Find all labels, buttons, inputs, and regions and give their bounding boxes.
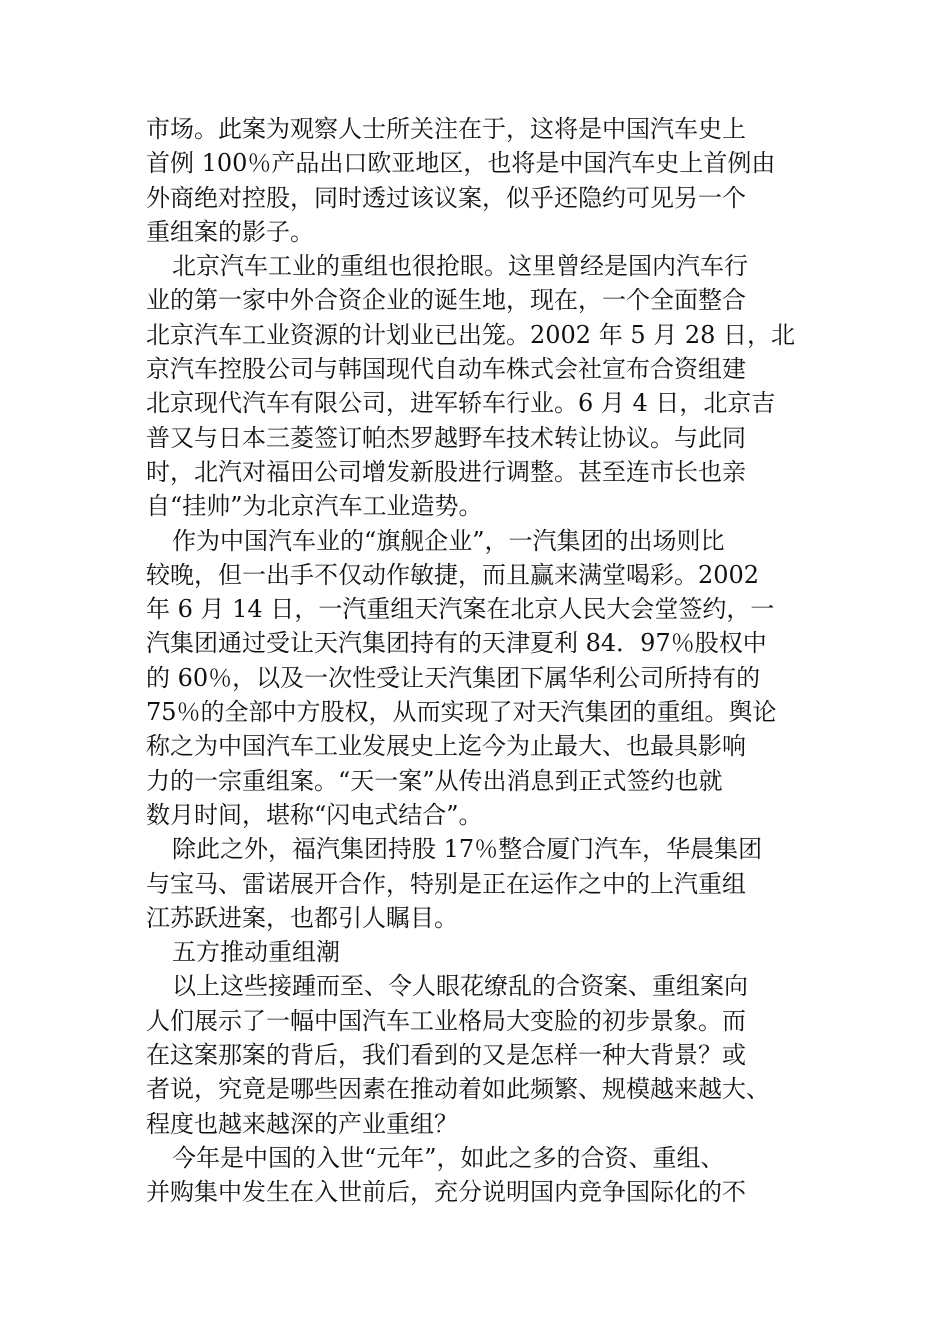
text-line: 自“挂帅”为北京汽车工业造势。 <box>146 492 483 521</box>
paragraph <box>146 112 808 249</box>
text-line: 普又与日本三菱签订帕杰罗越野车技术转让协议。与此同 <box>146 423 746 452</box>
text-line: 业的第一家中外合资企业的诞生地，现在，一个全面整合 <box>146 286 746 315</box>
text-line: 的 60％，以及一次性受让天汽集团下属华利公司所持有的 <box>146 663 761 692</box>
text-line: 除此之外，福汽集团持股 17％整合厦门汽车，华晨集团 <box>172 835 763 864</box>
text-line: 并购集中发生在入世前后，充分说明国内竞争国际化的不 <box>146 1178 746 1207</box>
text-line: 汽集团通过受让天汽集团持有的天津夏利 84．97％股权中 <box>146 629 767 658</box>
text-line: 今年是中国的入世“元年”，如此之多的合资、重组、 <box>172 1143 725 1172</box>
section-heading <box>146 935 808 969</box>
text-line: 人们展示了一幅中国汽车工业格局大变脸的初步景象。而 <box>146 1006 746 1035</box>
body-text <box>146 112 808 1210</box>
text-line: 北京汽车工业的重组也很抢眼。这里曾经是国内汽车行 <box>172 252 748 281</box>
text-line: 江苏跃进案，也都引人瞩目。 <box>146 903 458 932</box>
text-line: 年 6 月 14 日，一汽重组天汽案在北京人民大会堂签约，一 <box>146 595 775 624</box>
text-line: 75％的全部中方股权，从而实现了对天汽集团的重组。舆论 <box>146 698 777 727</box>
text-line: 以上这些接踵而至、令人眼花缭乱的合资案、重组案向 <box>172 972 748 1001</box>
text-line: 首例 100％产品出口欧亚地区，也将是中国汽车史上首例由 <box>146 149 776 178</box>
text-line: 程度也越来越深的产业重组？ <box>146 1109 458 1138</box>
text-line: 较晚，但一出手不仅动作敏捷，而且赢来满堂喝彩。2002 <box>146 560 760 589</box>
text-line: 在这案那案的背后，我们看到的又是怎样一种大背景？或 <box>146 1041 746 1070</box>
paragraph <box>146 249 808 523</box>
text-line: 力的一宗重组案。“天一案”从传出消息到正式签约也就 <box>146 766 723 795</box>
text-line: 重组案的影子。 <box>146 217 314 246</box>
text-line: 作为中国汽车业的“旗舰企业”，一汽集团的出场则比 <box>172 526 725 555</box>
paragraph <box>146 969 808 1140</box>
paragraph <box>146 524 808 833</box>
text-line: 北京现代汽车有限公司，进军轿车行业。6 月 4 日，北京吉 <box>146 389 776 418</box>
paragraph <box>146 832 808 935</box>
text-line: 数月时间，堪称“闪电式结合”。 <box>146 800 483 829</box>
text-line: 北京汽车工业资源的计划业已出笼。2002 年 5 月 28 日，北 <box>146 320 796 349</box>
text-line: 外商绝对控股，同时透过该议案，似乎还隐约可见另一个 <box>146 183 746 212</box>
text-line: 者说，究竟是哪些因素在推动着如此频繁、规模越来越大、 <box>146 1075 770 1104</box>
text-line: 称之为中国汽车工业发展史上迄今为止最大、也最具影响 <box>146 732 746 761</box>
text-line: 市场。此案为观察人士所关注在于，这将是中国汽车史上 <box>146 115 746 143</box>
text-line: 京汽车控股公司与韩国现代自动车株式会社宣布合资组建 <box>146 355 746 384</box>
section-heading-text: 五方推动重组潮 <box>172 938 340 967</box>
text-line: 时，北汽对福田公司增发新股进行调整。甚至连市长也亲 <box>146 457 746 486</box>
text-line: 与宝马、雷诺展开合作，特别是正在运作之中的上汽重组 <box>146 869 746 898</box>
paragraph <box>146 1141 808 1210</box>
